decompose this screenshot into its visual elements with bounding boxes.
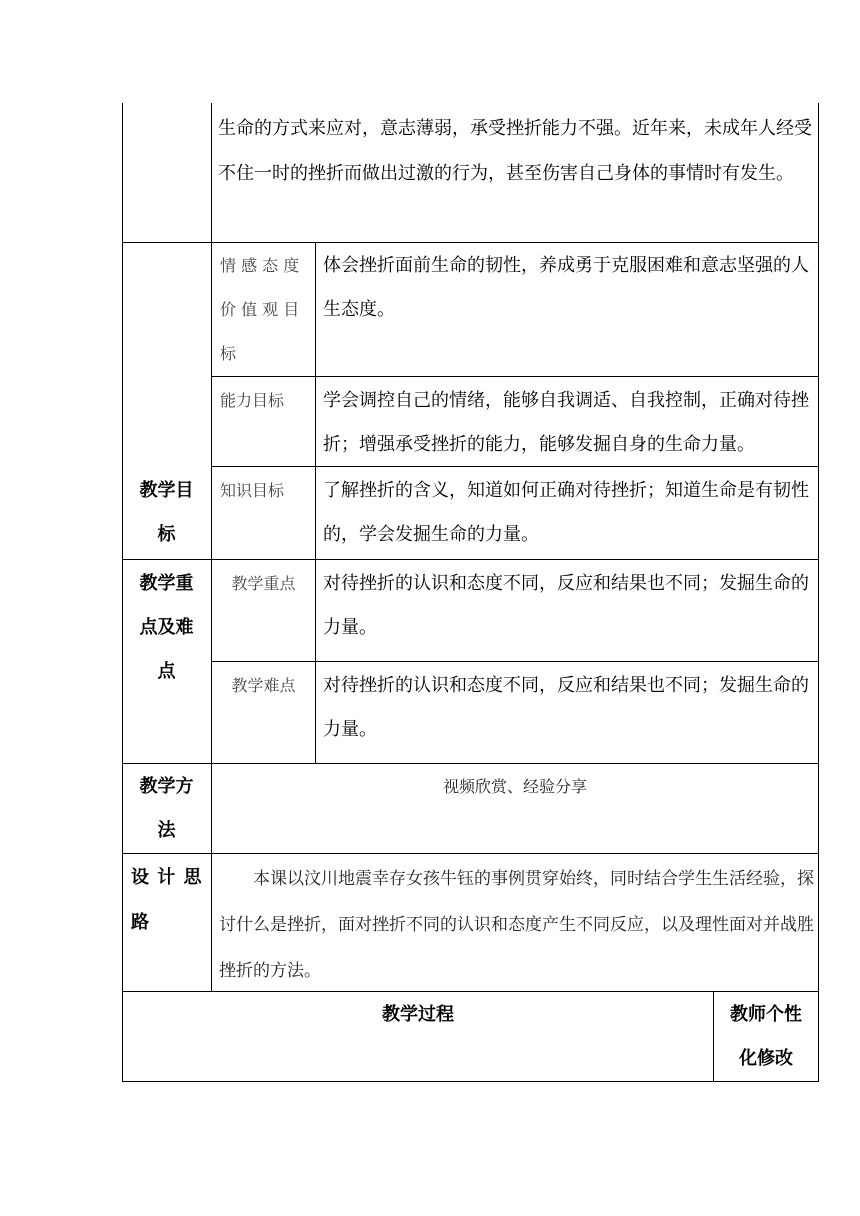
design-content: 本课以汶川地震幸存女孩牛钰的事例贯穿始终，同时结合学生生活经验，探讨什么是挫折，面对挫折不同的认识和态度产生不同反应，以及理性面对并战胜挫折的方法。 <box>219 869 814 981</box>
type-column-divider <box>315 242 316 763</box>
objective-content-ability: 学会调控自己的情绪，能够自我调适、自我控制，正确对待挫折；增强承受挫折的能力，能够发掘自身的生命力量。 <box>323 390 809 455</box>
row-divider-keypoints <box>122 763 819 764</box>
table-border-bottom <box>122 1081 819 1082</box>
design-label-line1: 设 计 思 <box>131 867 203 888</box>
process-title: 教学过程 <box>382 1004 454 1025</box>
objectives-label-line2: 标 <box>157 524 176 545</box>
row-divider-method <box>122 853 819 854</box>
objective-content-knowledge: 了解挫折的含义，知道如何正确对待挫折；知道生命是有韧性的，学会发掘生命的力量。 <box>323 480 809 545</box>
objectives-label-line1: 教学目 <box>139 480 194 501</box>
row-divider-background <box>122 242 819 243</box>
label-column-divider <box>211 103 212 991</box>
objective-type-attitude-line3: 标 <box>220 344 237 363</box>
teacher-modify-line1: 教师个性 <box>730 1004 802 1025</box>
table-border-right <box>818 103 819 1082</box>
keypoint-type-focus: 教学重点 <box>231 574 296 593</box>
keypoints-label-line3: 点 <box>157 661 176 682</box>
objective-type-attitude-line1: 情 感 态 度 <box>220 256 300 275</box>
keypoints-label-line1: 教学重 <box>139 573 194 594</box>
row-divider-keypoint <box>211 661 819 662</box>
method-label-line1: 教学方 <box>139 776 194 797</box>
keypoints-label-line2: 点及难 <box>139 617 194 638</box>
objective-content-attitude: 体会挫折面前生命的韧性，养成勇于克服困难和意志坚强的人生态度。 <box>323 255 809 320</box>
background-text: 生命的方式来应对，意志薄弱，承受挫折能力不强。近年来，未成年人经受不住一时的挫折而做出过激的行为，甚至伤害自己身体的事情时有发生。 <box>218 118 812 184</box>
keypoint-content-focus: 对待挫折的认识和态度不同，反应和结果也不同；发掘生命的力量。 <box>323 573 809 638</box>
design-label-line2: 路 <box>131 912 149 933</box>
objective-type-knowledge: 知识目标 <box>220 481 285 500</box>
objective-type-attitude-line2: 价 值 观 目 <box>220 300 300 319</box>
row-divider-objective-1 <box>211 376 819 377</box>
objective-type-ability: 能力目标 <box>220 391 285 410</box>
row-divider-objectives <box>122 559 819 560</box>
keypoint-content-difficulty: 对待挫折的认识和态度不同，反应和结果也不同；发掘生命的力量。 <box>323 675 809 740</box>
teacher-modify-line2: 化修改 <box>739 1048 793 1069</box>
method-label-line2: 法 <box>157 820 176 841</box>
method-content: 视频欣赏、经验分享 <box>442 777 587 796</box>
keypoint-type-difficulty: 教学难点 <box>231 676 296 695</box>
